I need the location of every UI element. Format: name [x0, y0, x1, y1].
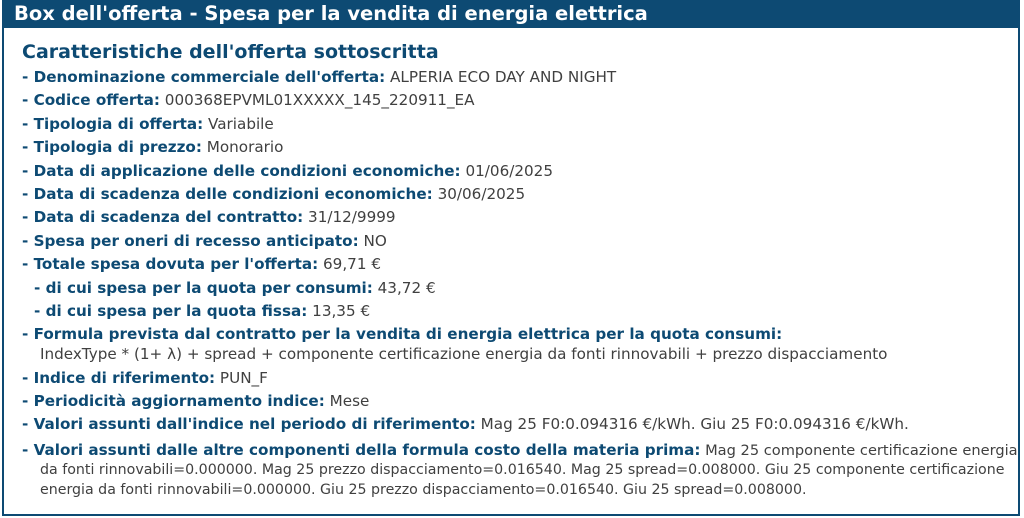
row-reference-index [22, 367, 1016, 390]
components-line-3: energia da fonti rinnovabili=0.000000. Giu 25 prezzo dispacciamento=0.016540. Giu 25 spread=0.008000. [40, 482, 807, 499]
row-label: - Valori assunti dall'indice nel periodo di riferimento: [22, 415, 476, 434]
row-label: - Tipologia di prezzo: [22, 138, 202, 157]
row-value: 13,35 € [312, 301, 371, 320]
row-label: - Denominazione commerciale dell'offerta: [22, 68, 386, 86]
row-label: - Spesa per oneri di recesso anticipato: [22, 231, 359, 250]
box-header: Box dell'offerta - Spesa per la vendita di energia elettrica [2, 0, 1020, 28]
row-label: - Data di scadenza delle condizioni economiche: [22, 184, 433, 203]
row-label: - Periodicità aggiornamento indice: [22, 392, 325, 411]
row-value: 69,71 € [323, 255, 381, 274]
row-price-type [22, 136, 1016, 159]
formula-text: IndexType * (1+ λ) + spread + componente certificazione energia da fonti rinnovabili + prezzo dispacciamento [40, 344, 888, 363]
row-total-spend [22, 253, 1016, 276]
row-commercial-name [22, 66, 1016, 89]
row-value: 000368EPVML01XXXXX_145_220911_EA [164, 91, 475, 110]
row-label: - Formula prevista dal contratto per la vendita di energia elettrica per la quota consumi: [22, 325, 783, 344]
row-value: 01/06/2025 [465, 161, 554, 180]
section-title: Caratteristiche dell'offerta sottoscritta [22, 41, 439, 63]
row-conditions-expiry [22, 183, 1016, 206]
row-contract-expiry [22, 206, 1016, 229]
offer-details [22, 66, 1016, 501]
row-label: - Codice offerta: [22, 91, 160, 110]
row-value: PUN_F [219, 368, 268, 387]
row-value: 31/12/9999 [308, 208, 396, 227]
row-early-withdrawal [22, 230, 1016, 253]
row-label: - Data di scadenza del contratto: [22, 208, 304, 227]
row-label: - di cui spesa per la quota per consumi: [34, 278, 373, 297]
row-value: Variabile [208, 114, 274, 133]
row-fixed-share [22, 300, 1016, 323]
row-value: Mag 25 componente certificazione energia [705, 441, 1018, 459]
row-label: - Totale spesa dovuta per l'offerta: [22, 255, 319, 274]
row-offer-type [22, 113, 1016, 136]
row-label: - Data di applicazione delle condizioni economiche: [22, 161, 461, 180]
row-value: Monorario [206, 138, 284, 157]
row-value: NO [363, 231, 387, 250]
row-other-components [22, 440, 1016, 460]
row-label: - di cui spesa per la quota fissa: [34, 301, 308, 320]
components-line-2: da fonti rinnovabili=0.000000. Mag 25 prezzo dispacciamento=0.016540. Mag 25 spread=0.008000. Giu 25 componente certificazione [40, 461, 1005, 478]
row-value: 30/06/2025 [437, 184, 526, 203]
row-value: 43,72 € [377, 278, 436, 297]
row-label: - Valori assunti dalle altre componenti della formula costo della materia prima: [22, 440, 701, 459]
row-label: - Tipologia di offerta: [22, 114, 204, 133]
row-application-date [22, 160, 1016, 183]
row-offer-code [22, 89, 1016, 112]
row-value: Mese [329, 392, 370, 411]
row-consumption-share [22, 277, 1016, 300]
row-value: Mag 25 F0:0.094316 €/kWh. Giu 25 F0:0.094316 €/kWh. [480, 415, 909, 434]
row-index-update [22, 390, 1016, 413]
row-label: - Indice di riferimento: [22, 368, 216, 387]
row-value: ALPERIA ECO DAY AND NIGHT [390, 68, 617, 86]
row-index-values [22, 413, 1016, 436]
